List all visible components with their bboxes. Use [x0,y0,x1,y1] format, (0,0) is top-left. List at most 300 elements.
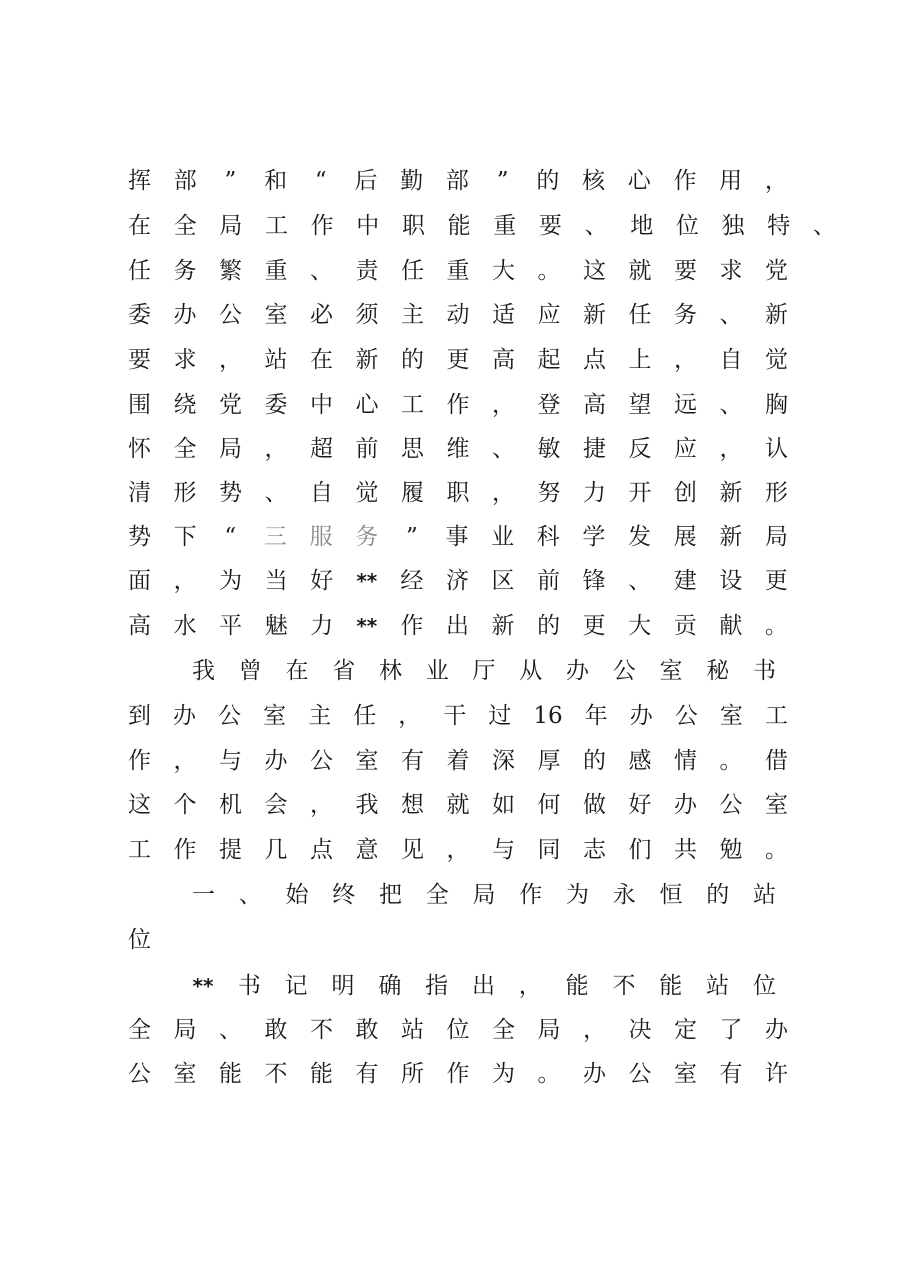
text-glyph: 就 [628,258,652,284]
text-glyph: 地 [630,213,654,239]
text-glyph: 指 [425,973,449,999]
text-line [128,427,788,471]
text-glyph: 、 [719,302,743,328]
text-glyph: 水 [173,613,197,639]
text-glyph: 在 [128,213,151,239]
text-glyph: 从 [519,658,543,684]
text-glyph: ， [518,973,542,999]
text-glyph: 心 [355,392,379,418]
text-glyph: 在 [285,658,309,684]
text-glyph: 情 [674,748,697,774]
text-glyph: 更 [582,613,606,639]
text-glyph: 作 [446,1061,470,1087]
text-glyph: 站 [753,882,776,908]
text-glyph: 室 [173,1061,197,1087]
text-glyph: 主 [401,302,424,328]
text-glyph: 、 [492,436,515,462]
text-glyph: 。 [765,837,788,863]
text-line [128,1008,788,1052]
text-glyph: 确 [378,973,402,999]
text-glyph: 局 [537,1017,561,1043]
text-glyph: 新 [765,302,788,328]
text-glyph: 登 [537,392,561,418]
text-glyph: 了 [719,1017,743,1043]
text-glyph: 出 [471,973,495,999]
text-glyph: 任 [401,258,424,284]
text-glyph: 敏 [537,436,561,462]
text-line [128,918,788,962]
text-glyph: 全 [492,1017,515,1043]
text-glyph: 委 [264,392,288,418]
text-glyph: 出 [445,613,469,639]
text-glyph: 作 [310,213,334,239]
text-glyph: 好 [310,568,334,594]
text-glyph: 。 [764,613,788,639]
text-glyph: 过 [488,703,512,729]
text-glyph: 深 [492,748,515,774]
text-glyph: 远 [674,392,697,418]
text-glyph: 公 [310,748,333,774]
text-glyph: 适 [492,302,515,328]
text-glyph: 起 [537,347,561,373]
text-glyph: 、 [719,392,743,418]
text-glyph: 共 [674,837,697,863]
text-glyph: 借 [765,748,788,774]
text-glyph: 认 [765,436,788,462]
text-glyph: 。 [719,748,743,774]
text-line [128,383,788,427]
text-glyph: 把 [379,882,402,908]
text-glyph: 要 [674,258,697,284]
text-glyph: 任 [628,302,652,328]
text-glyph: ， [674,347,697,373]
text-glyph: 怀 [128,436,151,462]
text-glyph: ， [173,748,197,774]
text-glyph: 室 [719,703,743,729]
text-glyph: 高 [492,347,515,373]
text-glyph: 作 [673,168,697,194]
text-glyph: ， [398,703,422,729]
text-glyph: 与 [492,837,515,863]
text-glyph: 应 [674,436,697,462]
text-glyph: 点 [583,347,606,373]
text-glyph: 不 [310,1017,333,1043]
text-glyph: 许 [765,1061,788,1087]
text-line [128,293,788,337]
text-glyph: 全 [425,882,449,908]
text-line [128,204,836,248]
text-glyph: 厅 [472,658,496,684]
text-glyph: 、 [628,568,652,594]
text-glyph: 用 [719,168,743,194]
text-glyph: 当 [264,568,288,594]
text-glyph: 高 [583,392,606,418]
text-glyph: ， [719,436,743,462]
text-glyph: 下 [173,524,197,550]
text-glyph: 工 [401,392,424,418]
text-glyph: 勉 [719,837,743,863]
text-glyph: 委 [128,302,151,328]
text-glyph: 办 [765,1017,788,1043]
text-glyph: “ [314,168,327,194]
text-glyph: 济 [445,568,469,594]
text-glyph: 公 [719,792,743,818]
text-glyph: 事 [445,524,469,550]
text-glyph: 的 [537,613,561,639]
text-glyph: 维 [446,436,470,462]
text-glyph: 和 [264,168,288,194]
text-glyph: 重 [446,258,470,284]
text-glyph: 。 [537,1061,561,1087]
text-glyph: 书 [753,658,776,684]
text-glyph: 做 [583,792,606,818]
text-glyph: 永 [612,882,636,908]
text-glyph: 的 [706,882,730,908]
text-glyph: 公 [674,703,698,729]
text-glyph: 办 [566,658,589,684]
text-line [128,604,788,648]
text-glyph: 何 [537,792,561,818]
text-glyph: 秘 [706,658,730,684]
text-glyph: 到 [128,703,151,729]
text-glyph: 新 [719,480,743,506]
text-glyph: 林 [379,658,402,684]
text-glyph: 着 [446,748,470,774]
text-glyph: 捷 [583,436,606,462]
text-glyph: ， [492,392,515,418]
text-glyph: ** [192,974,214,998]
text-glyph: 提 [219,837,242,863]
text-glyph: 新 [719,524,743,550]
text-glyph: 履 [401,480,424,506]
text-glyph: 书 [237,973,261,999]
text-glyph: ， [264,436,288,462]
text-line [128,828,788,872]
text-glyph: 为 [566,882,589,908]
text-line [128,694,788,738]
text-glyph: 新 [355,347,379,373]
text-glyph: 工 [128,837,151,863]
text-glyph: 能 [565,973,589,999]
text-glyph: 有 [401,748,424,774]
text-glyph: 能 [310,1061,333,1087]
text-glyph: 想 [401,792,424,818]
text-glyph: 不 [264,1061,288,1087]
text-glyph: 感 [628,748,652,774]
text-glyph: 建 [673,568,697,594]
text-glyph: 位 [446,1017,470,1043]
text-glyph: 务 [674,302,697,328]
text-glyph: 设 [719,568,743,594]
text-glyph: 室 [263,703,287,729]
text-glyph: 位 [128,927,151,953]
text-glyph: 的 [583,748,606,774]
text-glyph: 同 [537,837,561,863]
text-glyph: 务 [173,258,197,284]
text-line [128,338,788,382]
text-glyph: 办 [674,792,697,818]
text-glyph: 核 [582,168,606,194]
text-glyph: 作 [128,748,151,774]
text-glyph: 会 [264,792,288,818]
text-glyph: 形 [173,480,197,506]
text-glyph: 作 [519,882,543,908]
text-glyph: ， [219,347,242,373]
text-glyph: ， [310,792,333,818]
text-glyph: 好 [628,792,652,818]
text-glyph: 反 [628,436,652,462]
text-glyph: 办 [173,302,197,328]
text-glyph: 新 [583,302,606,328]
text-glyph: 如 [492,792,515,818]
text-glyph: 上 [628,347,652,373]
text-glyph: 党 [765,258,788,284]
text-glyph: 一 [192,882,215,908]
text-glyph: 有 [355,1061,379,1087]
text-glyph: 省 [332,658,356,684]
text-glyph: 党 [219,392,242,418]
text-glyph: 要 [128,347,151,373]
text-glyph: 自 [310,480,333,506]
text-glyph: 重 [493,213,517,239]
text-glyph: ” [496,168,509,194]
text-glyph: 见 [401,837,424,863]
text-glyph: 挥 [128,168,151,194]
text-glyph: 中 [356,213,380,239]
text-line [128,471,788,515]
text-glyph: 全 [173,213,197,239]
text-glyph: 能 [219,1061,242,1087]
text-glyph: 终 [332,882,356,908]
text-glyph: 求 [173,347,197,373]
text-glyph: 公 [218,703,242,729]
text-glyph: 定 [674,1017,697,1043]
text-line [192,964,776,1008]
text-glyph: 明 [331,973,355,999]
text-glyph: 三 [263,524,287,550]
text-glyph: 中 [310,392,333,418]
text-glyph: 公 [128,1061,151,1087]
text-glyph: 创 [674,480,697,506]
text-glyph: 站 [401,1017,424,1043]
text-glyph: 区 [491,568,515,594]
text-glyph: 大 [492,258,515,284]
text-glyph: 围 [128,392,151,418]
text-glyph: 几 [264,837,288,863]
text-glyph: 室 [264,302,288,328]
text-glyph: 我 [355,792,379,818]
text-glyph: 任 [353,703,377,729]
text-glyph: 全 [128,1017,151,1043]
text-glyph: 面 [128,568,151,594]
text-glyph: 、 [238,882,262,908]
text-glyph: 能 [447,213,471,239]
text-glyph: 。 [537,258,561,284]
text-glyph: 应 [537,302,561,328]
text-glyph: 们 [628,837,652,863]
text-glyph: 室 [765,792,788,818]
text-glyph: 意 [355,837,379,863]
text-glyph: 室 [355,748,379,774]
text-glyph: 科 [536,524,560,550]
text-glyph: 、 [219,1017,242,1043]
text-glyph: 、 [264,480,288,506]
text-glyph: 重 [264,258,288,284]
text-glyph: 前 [537,568,561,594]
text-glyph: 、 [584,213,608,239]
text-glyph: 位 [752,973,776,999]
text-glyph: 点 [310,837,333,863]
text-glyph: 敢 [355,1017,379,1043]
text-glyph: 展 [673,524,697,550]
text-glyph: 前 [355,436,379,462]
text-glyph: 曾 [238,658,262,684]
text-glyph: 干 [443,703,467,729]
text-glyph: 职 [401,213,425,239]
text-glyph: 不 [612,973,636,999]
text-glyph: 魅 [264,613,288,639]
text-glyph: 局 [472,882,496,908]
text-glyph: 学 [582,524,606,550]
text-glyph: 胸 [765,392,788,418]
text-glyph: 、 [812,213,836,239]
text-glyph: 大 [628,613,652,639]
text-glyph: 办 [629,703,653,729]
text-line [128,559,788,603]
text-glyph: 勤 [400,168,424,194]
text-glyph: 厚 [537,748,561,774]
text-glyph: 任 [128,258,151,284]
text-glyph: 服 [309,524,333,550]
text-glyph: 须 [355,302,379,328]
text-glyph: 新 [491,613,515,639]
text-glyph: ， [583,1017,606,1043]
text-glyph: 恒 [659,882,683,908]
text-glyph: 贡 [673,613,697,639]
text-glyph: 清 [128,480,151,506]
text-glyph: 更 [446,347,470,373]
text-glyph: 站 [264,347,288,373]
text-glyph: 作 [446,392,470,418]
text-glyph: 这 [583,258,606,284]
text-glyph: 求 [719,258,743,284]
text-glyph: 动 [446,302,470,328]
text-glyph: 工 [264,213,288,239]
text-glyph: 局 [219,436,242,462]
text-line [192,649,776,693]
text-glyph: 主 [308,703,332,729]
text-glyph: ， [764,168,788,194]
text-glyph: 后 [354,168,378,194]
text-glyph: 平 [219,613,243,639]
text-glyph: 觉 [765,347,788,373]
text-glyph: ， [446,837,470,863]
text-glyph: 所 [401,1061,424,1087]
text-line [192,873,776,917]
text-glyph: 就 [446,792,470,818]
text-line [128,159,788,203]
text-glyph: 心 [627,168,651,194]
text-glyph: ” [224,168,237,194]
text-glyph: 室 [659,658,683,684]
text-glyph: 个 [173,792,197,818]
text-glyph: 工 [764,703,788,729]
text-glyph: 力 [310,613,334,639]
text-glyph: 志 [583,837,606,863]
text-glyph: 这 [128,792,151,818]
text-glyph: 与 [219,748,242,774]
text-glyph: 高 [128,613,151,639]
text-line [128,249,788,293]
text-glyph: 局 [219,213,243,239]
text-glyph: ， [173,568,197,594]
text-glyph: 超 [310,436,333,462]
text-glyph: ” [405,524,418,550]
text-glyph: 思 [401,436,424,462]
text-glyph: 、 [310,258,333,284]
text-glyph: 机 [219,792,242,818]
text-glyph: 能 [659,973,683,999]
text-glyph: 我 [192,658,215,684]
text-glyph: 全 [173,436,197,462]
text-glyph: 自 [719,347,743,373]
text-line [128,739,788,783]
text-glyph: 记 [284,973,308,999]
text-glyph: 始 [285,882,309,908]
text-glyph: 要 [538,213,562,239]
text-glyph: 作 [173,837,197,863]
text-glyph: 部 [173,168,197,194]
text-glyph: 觉 [355,480,379,506]
text-glyph: 部 [445,168,469,194]
text-glyph: 16 [533,703,563,729]
text-glyph: 绕 [173,392,197,418]
text-glyph: 务 [355,524,379,550]
text-glyph: 有 [719,1061,743,1087]
text-line [128,1052,788,1096]
text-glyph: ** [356,614,378,638]
text-glyph: 站 [706,973,730,999]
text-glyph: 望 [628,392,652,418]
text-glyph: 必 [310,302,333,328]
text-glyph: 公 [219,302,242,328]
text-glyph: 作 [400,613,424,639]
text-glyph: 的 [401,347,424,373]
text-line [128,515,788,559]
text-glyph: 室 [674,1061,697,1087]
text-glyph: 特 [767,213,791,239]
text-glyph: 敢 [264,1017,288,1043]
text-glyph: 开 [628,480,652,506]
text-glyph: 公 [628,1061,652,1087]
text-glyph: 繁 [219,258,242,284]
text-glyph: 决 [628,1017,652,1043]
text-glyph: 职 [446,480,470,506]
text-glyph: 发 [628,524,652,550]
text-glyph: 独 [721,213,745,239]
text-glyph: 为 [219,568,243,594]
text-line [128,783,788,827]
text-glyph: 更 [764,568,788,594]
text-glyph: 在 [310,347,333,373]
text-glyph: 势 [219,480,242,506]
text-glyph: 办 [173,703,197,729]
text-glyph: 业 [425,658,449,684]
text-glyph: 为 [492,1061,515,1087]
text-glyph: 业 [491,524,515,550]
text-glyph: 经 [400,568,424,594]
text-glyph: 办 [583,1061,606,1087]
